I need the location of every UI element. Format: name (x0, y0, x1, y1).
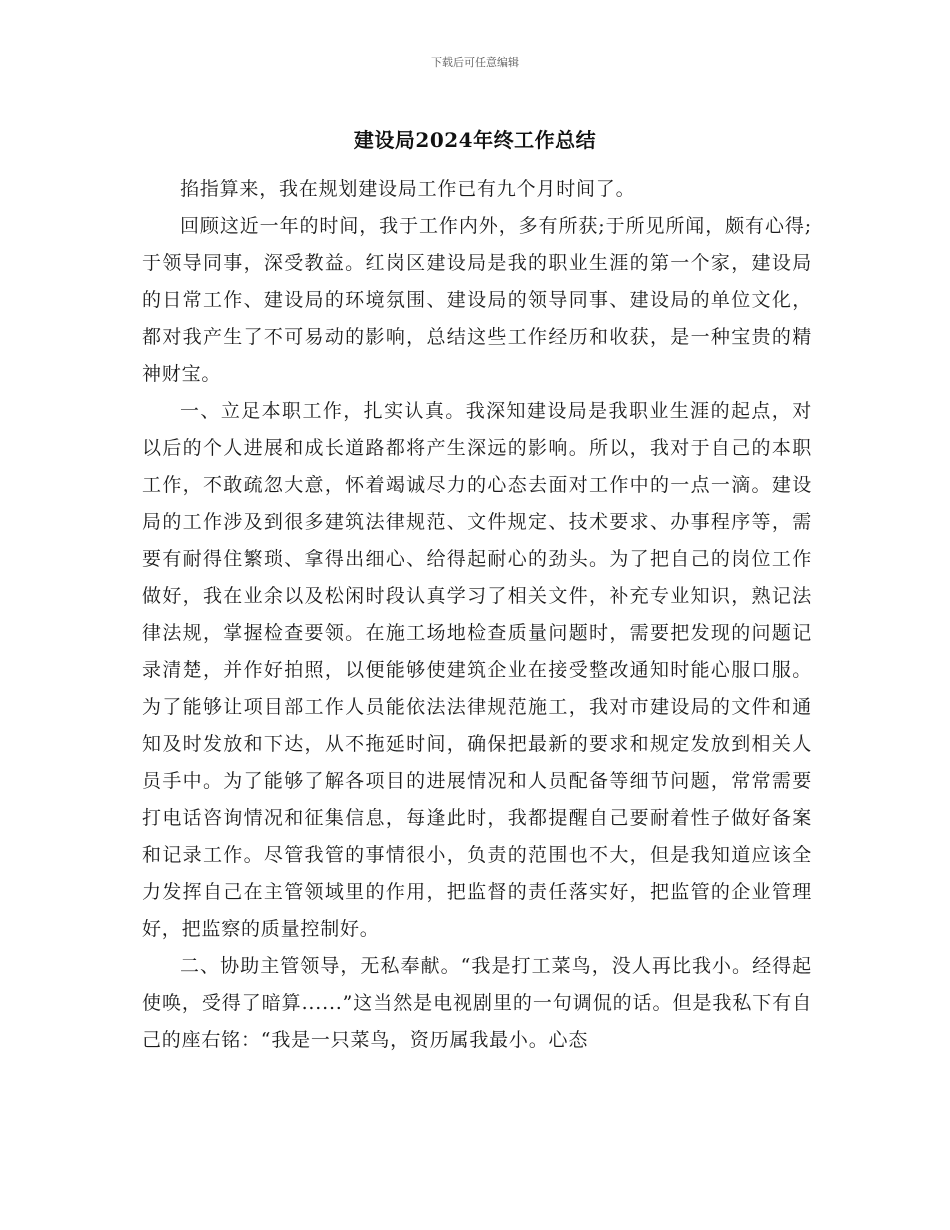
paragraph-section-one: 一、立足本职工作，扎实认真。我深知建设局是我职业生涯的起点，对以后的个人进展和成长道路都将产生深远的影响。所以，我对于自己的本职工作，不敢疏忽大意，怀着竭诚尽力的心态去面对工作中的一点一滴。建设局的工作涉及到很多建筑法律规范、文件规定、技术要求、办事程序等，需要有耐得住繁琐、拿得出细心、给得起耐心的劲头。为了把自己的岗位工作做好，我在业余以及松闲时段认真学习了相关文件，补充专业知识，熟记法律法规，掌握检查要领。在施工场地检查质量问题时，需要把发现的问题记录清楚，并作好拍照，以便能够使建筑企业在接受整改通知时能心服口服。为了能够让项目部工作人员能依法法律规范施工，我对市建设局的文件和通知及时发放和下达，从不拖延时间，确保把最新的要求和规定发放到相关人员手中。为了能够了解各项目的进展情况和人员配备等细节问题，常常需要打电话咨询情况和征集信息，每逢此时，我都提醒自己要耐着性子做好备案和记录工作。尽管我管的事情很小，负责的范围也不大，但是我知道应该全力发挥自己在主管领域里的作用，把监督的责任落实好，把监管的企业管理好，把监察的质量控制好。 (142, 400, 812, 940)
document-body (142, 171, 812, 1059)
paragraph-section-two: 二、协助主管领导，无私奉献。“我是打工菜鸟，没人再比我小。经得起使唤，受得了暗算......”这当然是电视剧里的一句调侃的话。但是我私下有自己的座右铭：“我是一只菜鸟，资历属我最小。心态 (142, 955, 812, 1051)
paragraph-intro: 掐指算来，我在规划建设局工作已有九个月时间了。 (180, 178, 636, 200)
document-title: 建设局2024年终工作总结 (353, 128, 597, 152)
page-header-note: 下载后可任意编辑 (431, 56, 519, 69)
paragraph-review: 回顾这近一年的时间，我于工作内外，多有所获;于所见所闻，颇有心得;于领导同事，深受教益。红岗区建设局是我的职业生涯的第一个家，建设局的日常工作、建设局的环境氛围、建设局的领导同事、建设局的单位文化，都对我产生了不可易动的影响，总结这些工作经历和收获，是一种宝贵的精神财宝。 (142, 215, 812, 385)
